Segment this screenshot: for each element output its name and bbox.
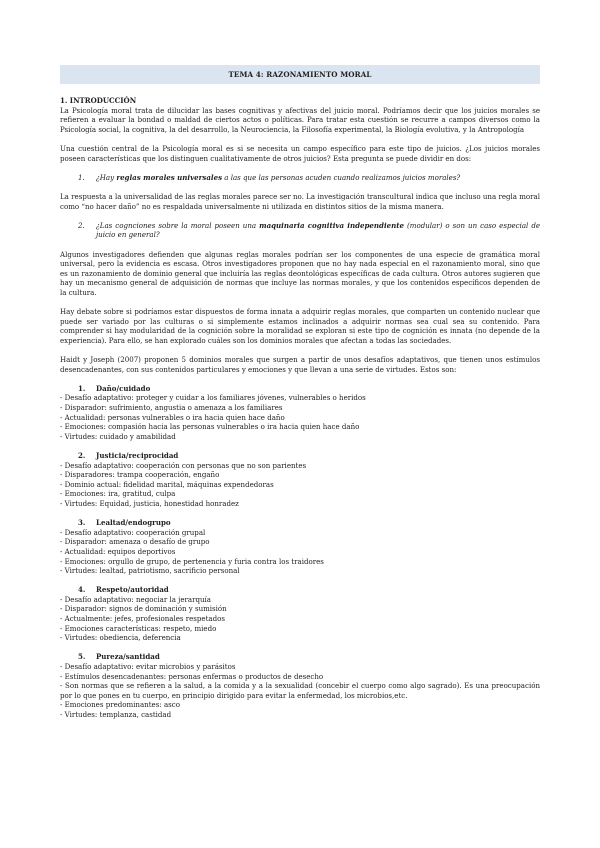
moral-domain-item: - Virtudes: templanza, castidad xyxy=(60,710,172,719)
question-2-post: (modular) o son un caso especial de juicio en general? xyxy=(96,220,541,240)
moral-domain-item: - Disparador: signos de dominación y sumisión xyxy=(60,604,227,614)
moral-domain-item: - Desafío adaptativo: evitar microbios y parásitos xyxy=(60,662,236,672)
researchers-paragraph: Algunos investigadores defienden que algunas reglas morales podrían ser los componentes de una especie de gramática moral universal, pero la evidencia es escasa. Otros investigadores proponen que no hay nada especial en el razonamiento moral, sino que es un razonamiento de dominio general que incluiría las reglas deontológicas específicas de cada cultura. Otros autores sugieren que hay un mecanismo general de adquisición de normas que incluye las normas morales, y que los contenidos específicos dependen de la cultura. xyxy=(60,249,540,297)
document-body xyxy=(60,96,540,729)
moral-domain-item: - Desafío adaptativo: cooperación grupal xyxy=(60,527,206,537)
question-1-pre: ¿Hay xyxy=(96,172,117,182)
document-title: TEMA 4: RAZONAMIENTO MORAL xyxy=(60,65,540,84)
moral-domain-name: Justicia/reciprocidad xyxy=(96,450,179,460)
intro-paragraph: La Psicología moral trata de dilucidar las bases cognitivas y afectivas del juicio moral. Podríamos decir que los juicios morales se refieren a evaluar la bondad o maldad de ciertos actos o políticas. Para tratar esta cuestión se recurre a campos diversos como la Psicología social, la cognitiva, la del desarrollo, la Neurociencia, la Filosofía experimental, la Biología evolutiva, y la Antropología xyxy=(60,105,540,134)
moral-domain xyxy=(60,585,540,643)
question-1-bold: reglas morales universales xyxy=(116,172,223,182)
section-heading: 1. INTRODUCCIÓN xyxy=(60,96,137,105)
moral-domain-item: - Disparador: sufrimiento, angustia o amenaza a los familiares xyxy=(60,403,283,412)
moral-domain-number: 5. xyxy=(78,652,86,662)
moral-domain-item: - Virtudes: obediencia, deferencia xyxy=(60,633,181,643)
moral-domain-item: - Emociones predominantes: asco xyxy=(60,700,180,710)
moral-domain-item: - Emociones: orgullo de grupo, de pertenencia y furia contra los traidores xyxy=(60,556,324,566)
moral-domain-item: - Emociones características: respeto, miedo xyxy=(60,623,217,633)
question-2-text xyxy=(96,221,540,240)
question-1-number: 1. xyxy=(78,172,85,182)
question-2-bold: maquinaria cognitiva independiente xyxy=(259,220,404,230)
moral-domain-item: - Actualidad: personas vulnerables o ira hacia quien hace daño xyxy=(60,412,285,422)
moral-domain-name: Lealtad/endogrupo xyxy=(96,518,171,528)
moral-domain xyxy=(60,384,540,442)
moral-domain-item: - Disparadores: trampa cooperación, engaño xyxy=(60,470,220,480)
moral-domain xyxy=(60,451,540,509)
moral-domain-item: - Dominio actual: fidelidad marital, máquinas expendedoras xyxy=(60,479,274,489)
moral-domains-list xyxy=(60,384,540,720)
moral-domain-item: - Emociones: ira, gratitud, culpa xyxy=(60,489,176,499)
central-question-paragraph: Una cuestión central de la Psicología moral es si se necesita un campo específico para este tipo de juicios. ¿Los juicios morales poseen características que los distinguen cualitativamente de otros juicios? Esta pregunta se puede dividir en dos: xyxy=(60,143,540,163)
moral-domain-title xyxy=(78,652,540,662)
moral-domain-item: - Virtudes: Equidad, justicia, honestidad honradez xyxy=(60,498,239,508)
question-2-number: 2. xyxy=(78,220,85,230)
moral-domain-item: - Desafío adaptativo: proteger y cuidar a los familiares jóvenes, vulnerables o heridos xyxy=(60,393,366,403)
moral-domain-number: 2. xyxy=(78,450,86,460)
moral-domain-item: - Desafío adaptativo: cooperación con personas que no son parientes xyxy=(60,460,307,470)
moral-domain-item: - Disparador: amenaza o desafío de grupo xyxy=(60,537,210,547)
question-1-text xyxy=(96,173,540,183)
question-1 xyxy=(78,173,540,183)
moral-domain-item: - Estímulos desencadenantes: personas enfermas o productos de desecho xyxy=(60,671,324,681)
moral-domain-title xyxy=(78,518,540,528)
moral-domain-name: Daño/cuidado xyxy=(96,383,151,393)
moral-domain-title xyxy=(78,384,540,394)
haidt-paragraph: Haidt y Joseph (2007) proponen 5 dominios morales que surgen a partir de unos desafíos adaptativos, que tienen unos estímulos desencadenantes, con sus contenidos particulares y emociones y que llevan a una serie de virtudes. Estos son: xyxy=(60,355,540,374)
moral-domain-name: Respeto/autoridad xyxy=(96,585,169,595)
moral-domain-title xyxy=(78,451,540,461)
debate-paragraph: Hay debate sobre si podríamos estar dispuestos de forma innata a adquirir reglas morales, que comparten un contenido nuclear que puede ser variado por las culturas o si simplemente estamos inclinados a adquirir normas sea cual sea su contenido. Para comprender si hay modularidad de la cognición sobre la moralidad se exploran si este tipo de cognición es innata (no depende de la experiencia). Para ello, se han explorado cuáles son los dominios morales que afectan a todas las sociedades. xyxy=(60,307,540,345)
moral-domain-item: - Actualidad: equipos deportivos xyxy=(60,546,176,556)
moral-domain-item: - Emociones: compasión hacia las personas vulnerables o ira hacia quien hace daño xyxy=(60,422,360,432)
moral-domain-item: - Virtudes: cuidado y amabilidad xyxy=(60,431,176,441)
moral-domain-title xyxy=(78,585,540,595)
moral-domain xyxy=(60,518,540,576)
moral-domain-number: 1. xyxy=(78,383,86,393)
moral-domain-item: - Son normas que se refieren a la salud, a la comida y a la sexualidad (concebir el cuerpo como algo sagrado). Es una preocupación por lo que pones en tu cuerpo, en principio dirigido para evitar la enfermedad, los microbios,etc. xyxy=(60,681,540,700)
moral-domain-item: - Desafío adaptativo: negociar la jerarquía xyxy=(60,594,211,604)
moral-domain-number: 3. xyxy=(78,518,86,528)
moral-domain xyxy=(60,652,540,719)
question-2-pre: ¿Las cognciones sobre la moral poseen una xyxy=(96,220,260,230)
moral-domain-item: - Virtudes: lealtad, patriotismo, sacrificio personal xyxy=(60,566,240,576)
moral-domain-item: - Actualmente: jefes, profesionales respetados xyxy=(60,614,225,624)
moral-domain-number: 4. xyxy=(78,585,86,595)
moral-domain-name: Pureza/santidad xyxy=(96,652,160,662)
question-2 xyxy=(78,221,540,240)
answer-1-paragraph: La respuesta a la universalidad de las reglas morales parece ser no. La investigación transcultural indica que incluso una regla moral como “no hacer daño” no es respaldada universalmente ni utilizada en distintos sitios de la misma manera. xyxy=(60,191,540,211)
question-1-post: a las que las personas acuden cuando realizamos juicios morales? xyxy=(222,172,461,182)
